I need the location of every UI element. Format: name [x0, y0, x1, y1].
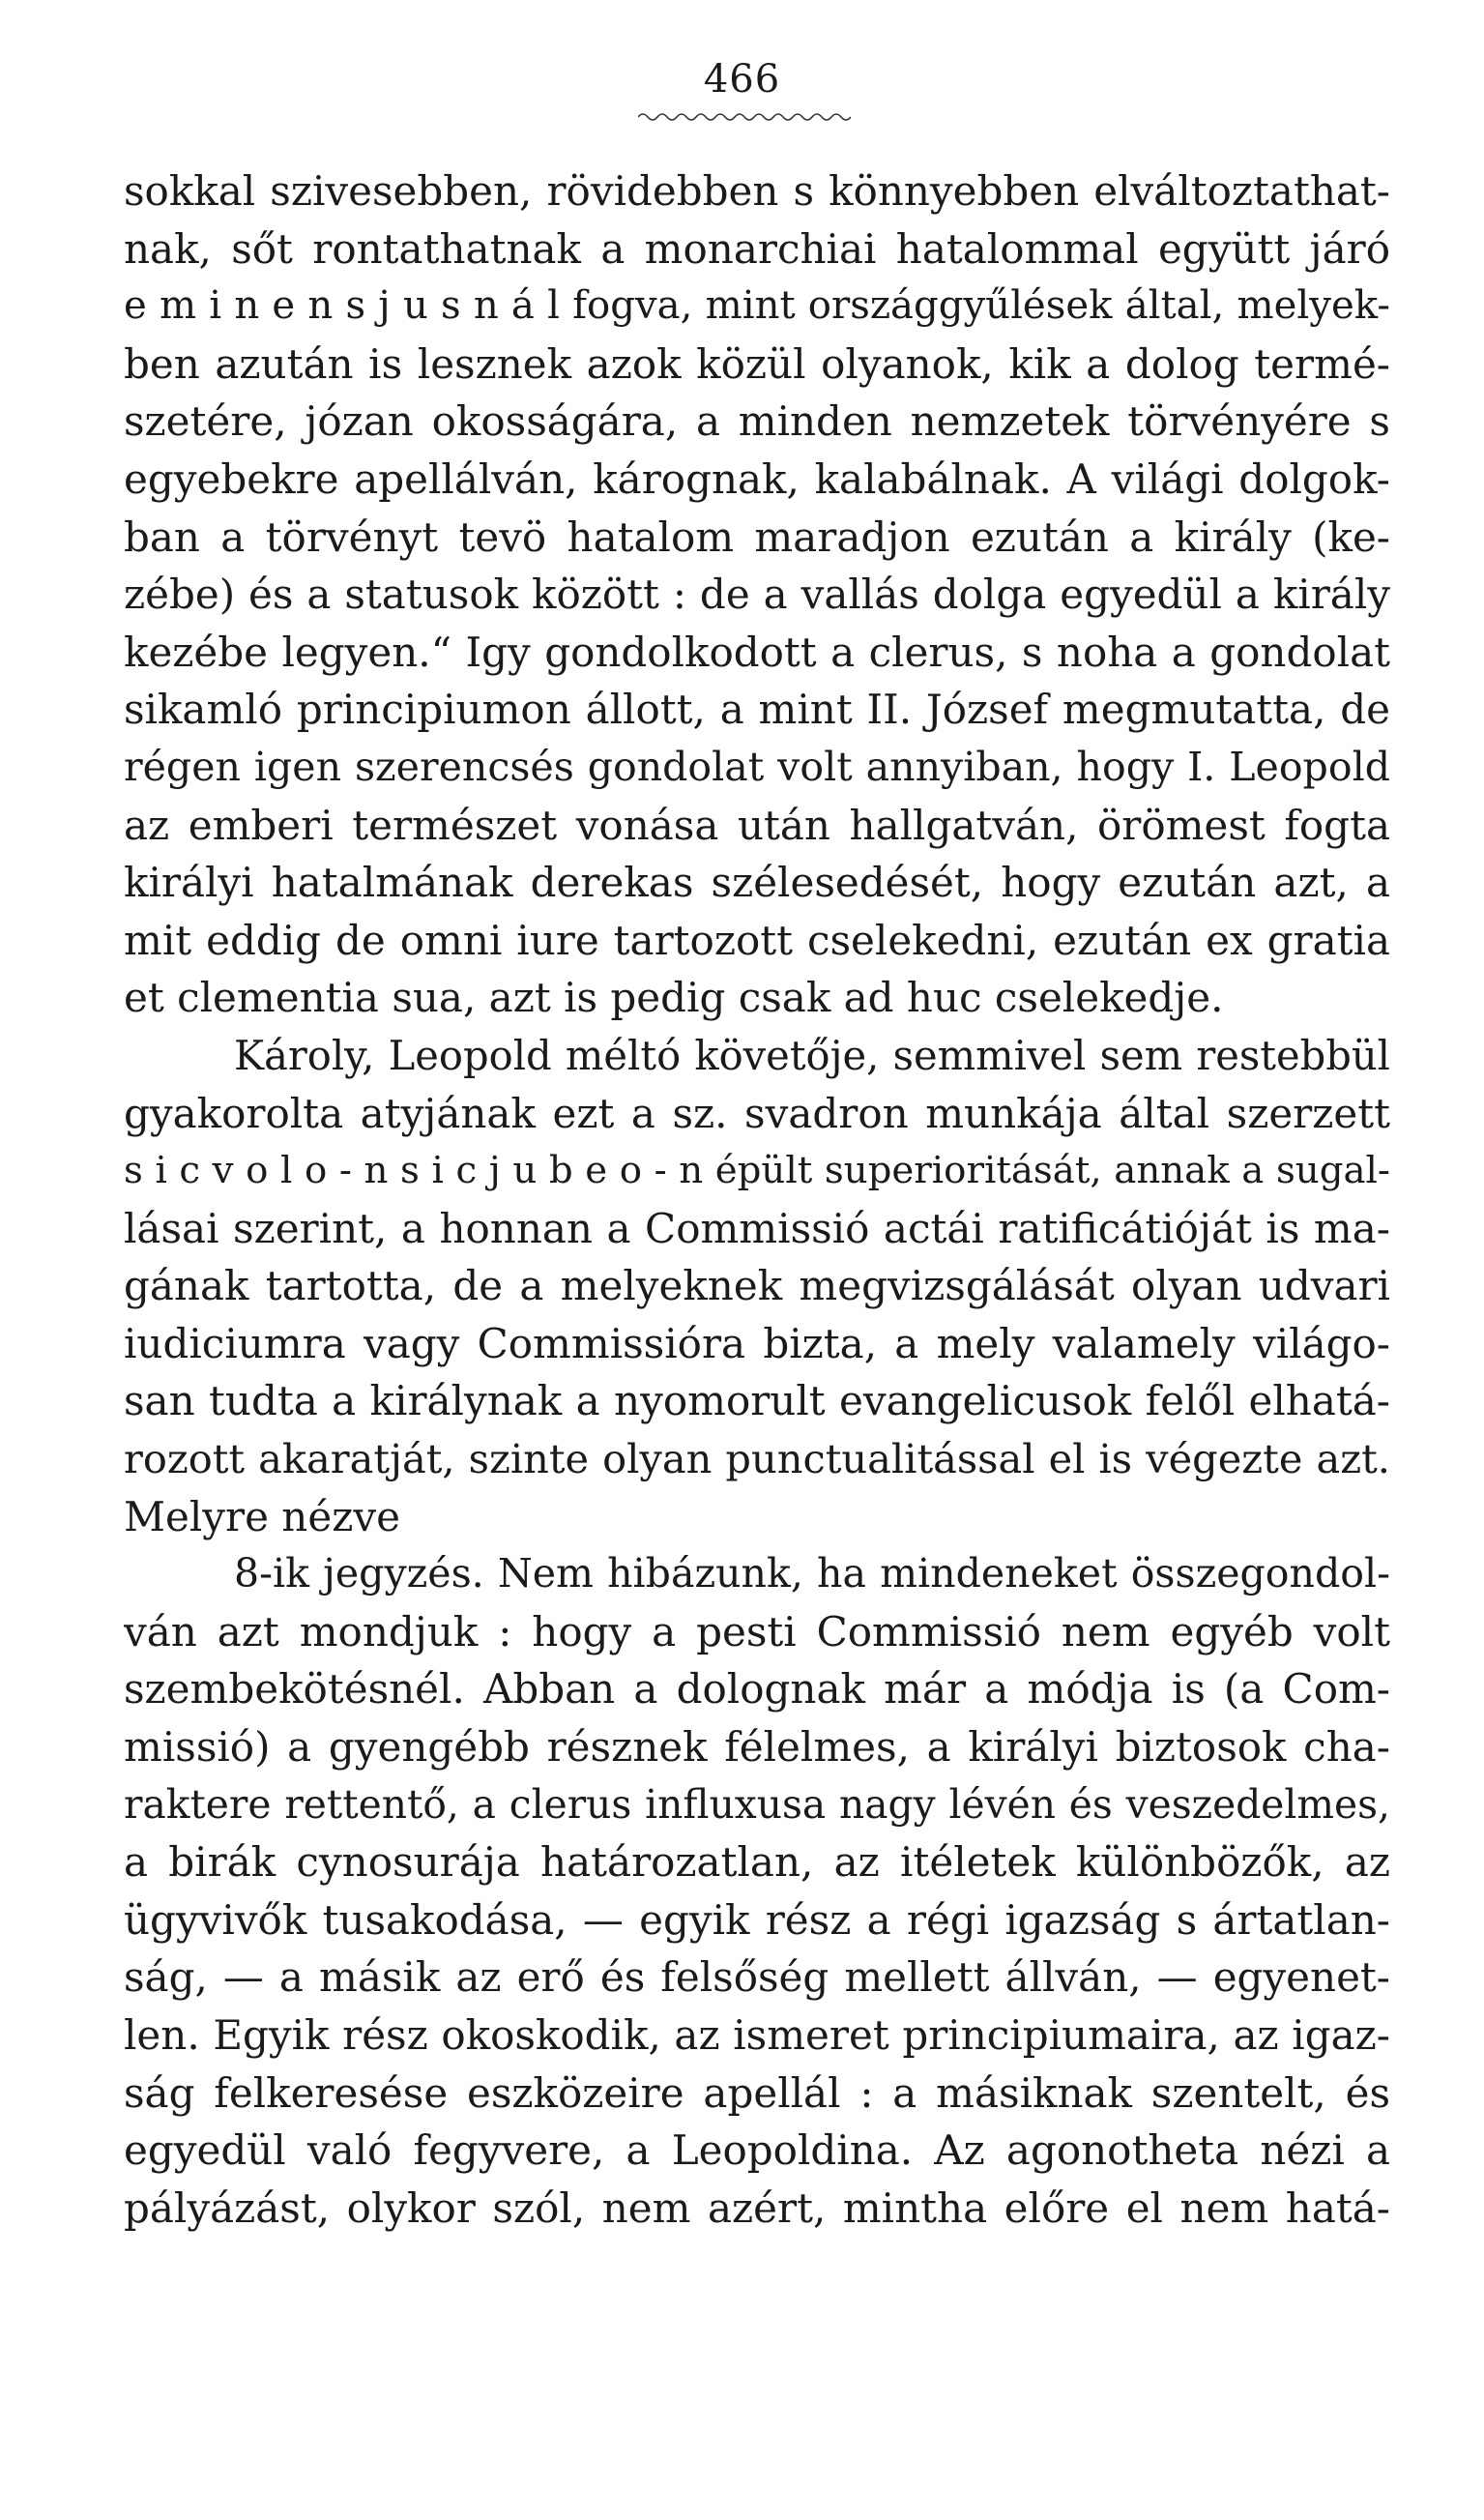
text-line: Melyre nézve: [124, 1492, 400, 1540]
text-line: az emberi természet vonása után hallgatván, örömest fogta: [124, 801, 1390, 849]
text-line: mit eddig de omni iure tartozott cselekedni, ezután ex gratia: [124, 916, 1390, 964]
text-line: gyakorolta atyjának ezt a sz. svadron munkája által szerzett: [124, 1089, 1390, 1137]
text-line: ság, — a másik az erő és felsőség mellett állván, — egyenet-: [124, 1953, 1390, 2002]
text-line: raktere rettentő, a clerus influxusa nagy lévén és veszedelmes,: [124, 1780, 1390, 1828]
text-line: szetére, józan okosságára, a minden nemzetek törvényére s: [124, 397, 1390, 446]
text-line: királyi hatalmának derekas szélesedését, hogy ezután azt, a: [124, 859, 1390, 907]
text-line: sokkal szivesebben, rövidebben s könnyebben elváltoztathat-: [124, 167, 1390, 215]
text-line: missió) a gyengébb résznek félelmes, a királyi biztosok cha-: [124, 1723, 1390, 1772]
text-line: egyedül való fegyvere, a Leopoldina. Az agonotheta nézi a: [124, 2126, 1390, 2175]
page-number: 466: [703, 57, 781, 102]
text-line: ben azután is lesznek azok közül olyanok, kik a dolog termé-: [124, 339, 1390, 388]
text-line: e m i n e n s j u s n á l fogva, mint országgyűlések által, melyek-: [124, 283, 1390, 329]
text-line: ügyvivők tusakodása, — egyik rész a régi igazság s ártatlan-: [124, 1895, 1390, 1944]
text-line: gának tartotta, de a melyeknek megvizsgálását olyan udvari: [124, 1262, 1390, 1310]
text-line: a birák cynosurája határozatlan, az itéletek különbözők, az: [124, 1838, 1390, 1887]
text-line: ság felkeresése eszközeire apellál : a másiknak szentelt, és: [124, 2068, 1390, 2117]
text-line: szembekötésnél. Abban a dolognak már a módja is (a Com-: [124, 1665, 1390, 1714]
text-line: zébe) és a statusok között : de a vallás dolga egyedül a király: [124, 571, 1390, 619]
text-line: len. Egyik rész okoskodik, az ismeret principiumaira, az igaz-: [124, 2011, 1390, 2059]
text-line: rozott akaratját, szinte olyan punctualitással el is végezte azt.: [124, 1435, 1390, 1483]
text-line: régen igen szerencsés gondolat volt annyiban, hogy I. Leopold: [124, 743, 1390, 790]
body-text: [124, 162, 1390, 2237]
text-line: iudiciumra vagy Commissióra bizta, a mely valamely világo-: [124, 1319, 1390, 1367]
text-line: egyebekre apellálván, kárognak, kalabálnak. A világi dolgok-: [124, 454, 1390, 503]
text-line: san tudta a királynak a nyomorult evangelicusok felől elhatá-: [124, 1377, 1390, 1425]
text-line: ván azt mondjuk : hogy a pesti Commissió nem egyéb volt: [124, 1607, 1390, 1656]
text-line: s i c v o l o - n s i c j u b e o - n épült superioritását, annak a sugal-: [124, 1149, 1390, 1193]
text-line: sikamló principiumon állott, a mint II. József megmutatta, de: [124, 686, 1390, 734]
text-line: 8-ik jegyzés. Nem hibázunk, ha mindeneket összegondol-: [234, 1550, 1390, 1597]
text-line: et clementia sua, azt is pedig csak ad huc cselekedje.: [124, 974, 1224, 1022]
text-line: Károly, Leopold méltó követője, semmivel sem restebbül: [234, 1031, 1390, 1079]
wavy-rule-ornament: [638, 110, 851, 124]
text-line: pályázást, olykor szól, nem azért, mintha előre el nem hatá-: [124, 2183, 1390, 2232]
text-line: nak, sőt rontathatnak a monarchiai hatalommal együtt járó: [124, 224, 1390, 273]
text-line: kezébe legyen.“ Igy gondolkodott a clerus, s noha a gondolat: [124, 628, 1390, 676]
text-line: lásai szerint, a honnan a Commissió actái ratificátióját is ma-: [124, 1204, 1390, 1252]
text-line: ban a törvényt tevö hatalom maradjon ezután a király (ke-: [124, 513, 1390, 561]
